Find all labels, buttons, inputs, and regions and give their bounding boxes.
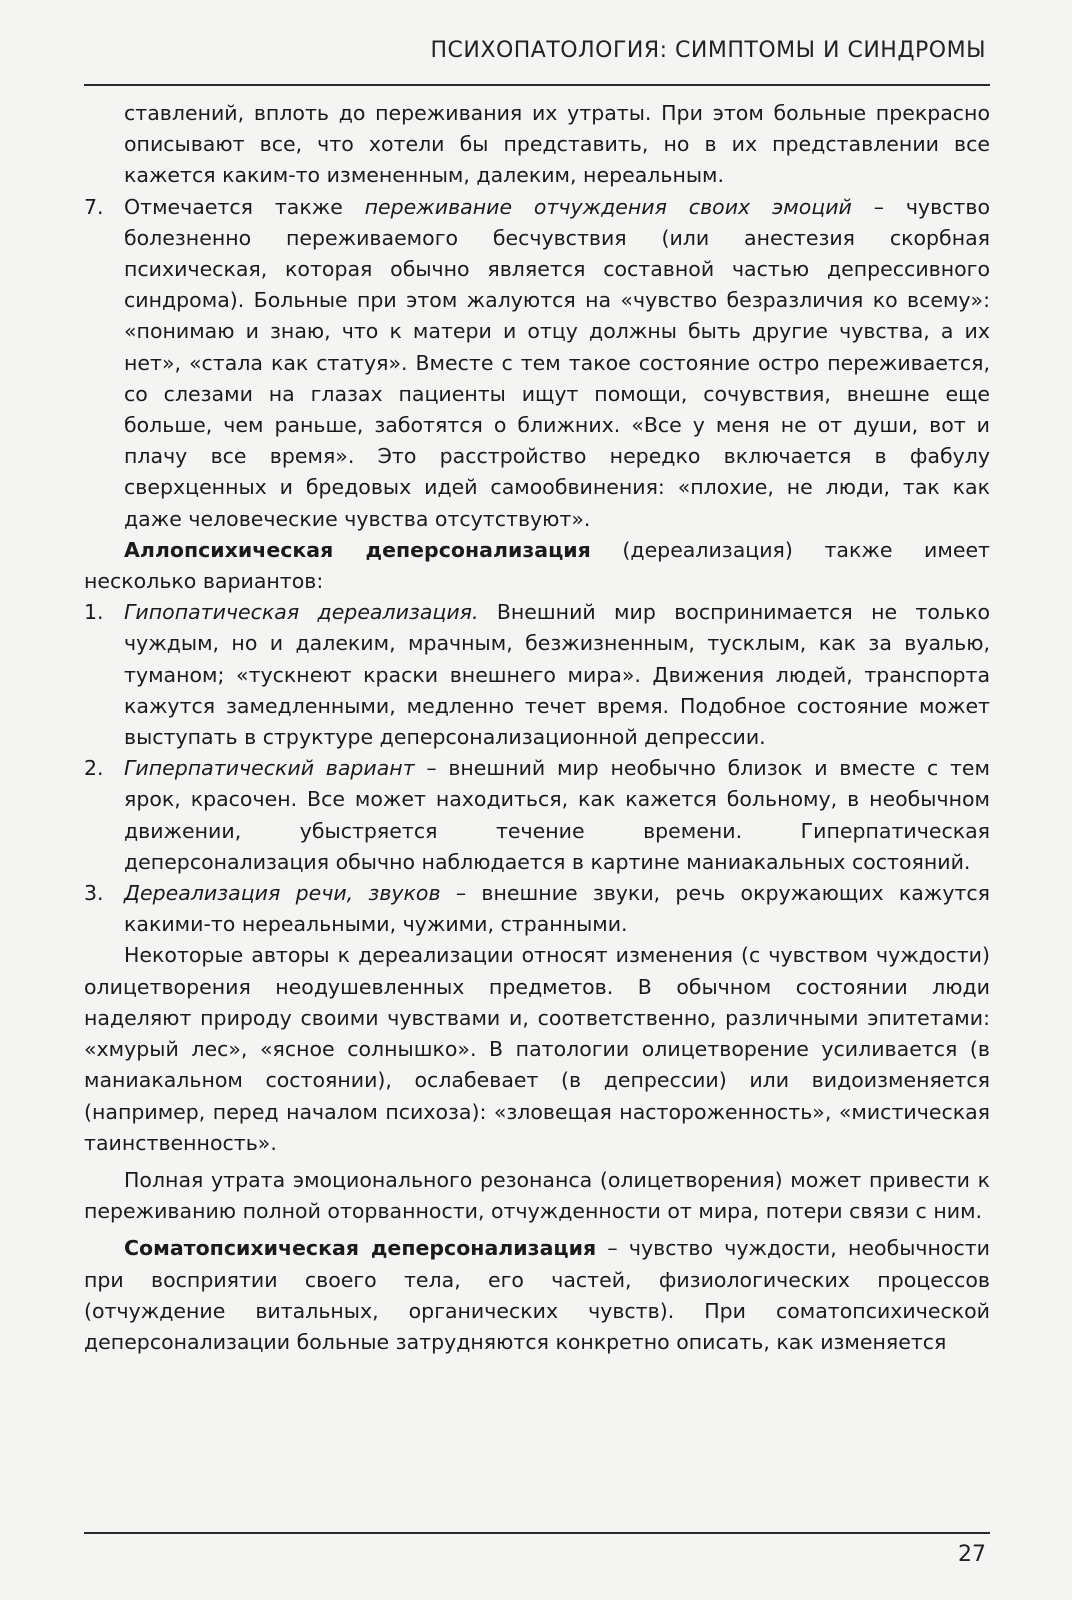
list-item-text: – внешний мир необычно близок и вместе с тем ярок, красочен. Все может находиться, как кажется больному, в необычном движении, убыстряется течение времени. Гиперпатическая деперсонализация обычно наблюдается в картине маниакальных состояний. bbox=[124, 756, 990, 874]
list-item-2 bbox=[84, 753, 990, 878]
item7-text-after: – чувство болезненно переживаемого бесчувствия (или анестезия скорбная психическая, которая обычно является составной частью депрессивного синдрома). Больные при этом жалуются на «чувство безразличия ко всему»: «понимаю и знаю, что к матери и отцу должны быть другие чувства, а их нет», «стала как статуя». Вместе с тем такое состояние остро переживается, со слезами на глазах пациенты ищут помощи, сочувствия, внешне еще больше, чем раньше, заботятся о ближних. «Все у меня не от души, вот и плачу все время». Это расстройство нередко включается в фабулу сверхценных и бредовых идей самообвинения: «плохие, не люди, так как даже человеческие чувства отсутствуют». bbox=[124, 194, 990, 531]
list-number: 3. bbox=[84, 881, 104, 906]
list-item-term: Гиперпатический вариант bbox=[124, 756, 415, 781]
resonance-loss-paragraph: Полная утрата эмоционального резонанса (олицетворения) может привести к переживанию полной оторванности, отчужденности от мира, потери связи с ним. bbox=[84, 1167, 990, 1224]
list-number: 7. bbox=[84, 194, 104, 219]
header-title: ПСИХОПАТОЛОГИЯ: СИМПТОМЫ И СИНДРОМЫ bbox=[430, 38, 986, 63]
allopsychic-text: (дереализация) также имеет несколько вариантов: bbox=[84, 537, 991, 594]
page-number: 27 bbox=[958, 1542, 986, 1567]
list-item-7 bbox=[84, 192, 990, 535]
allopsychic-paragraph bbox=[84, 535, 990, 597]
list-item-term: Дереализация речи, звуков bbox=[124, 881, 441, 906]
page-body bbox=[84, 98, 990, 1358]
authors-paragraph: Некоторые авторы к дереализации относят изменения (с чувством чуждости) олицетворения неодушевленных предметов. В обычном состоянии люди наделяют природу своими чувствами и, соответственно, различными эпитетами: «хмурый лес», «ясное солнышко». В патологии олицетворение усиливается (в маниакальном состоянии), ослабевает (в депрессии) или видоизменяется (например, перед началом психоза): «зловещая настороженность», «мистическая таинственность». bbox=[84, 943, 990, 1155]
list-number: 1. bbox=[84, 600, 104, 625]
list-number: 2. bbox=[84, 756, 104, 781]
list-item-3 bbox=[84, 878, 990, 940]
running-header bbox=[84, 34, 990, 86]
item7-italic-term: переживание отчуждения своих эмоций bbox=[364, 194, 852, 219]
list-item-term: Гипопатическая дереализация. bbox=[124, 600, 479, 625]
somatopsychic-term: Соматопсихическая деперсонализация bbox=[124, 1236, 597, 1261]
item7-text-before: Отмечается также bbox=[124, 194, 365, 219]
list-item-text: – внешние звуки, речь окружающих кажутся какими-то нереальными, чужими, странными. bbox=[124, 881, 991, 937]
allopsychic-term: Аллопсихическая деперсонализация bbox=[124, 537, 591, 562]
list-item-text: Внешний мир воспринимается не только чуждым, но и далеким, мрачным, безжизненным, тусклым, как за вуалью, туманом; «тускнеют краски внешнего мира». Движения людей, транспорта кажутся замедленными, медленно течет время. Подобное состояние может выступать в структуре деперсонализационной депрессии. bbox=[124, 600, 990, 750]
list-item-1 bbox=[84, 597, 990, 753]
footer-rule bbox=[84, 1532, 990, 1534]
continuation-paragraph: ставлений, вплоть до переживания их утраты. При этом больные прекрасно описывают все, что хотели бы представить, но в их представлении все кажется каким-то измененным, далеким, нереальным. bbox=[124, 101, 990, 188]
somatopsychic-text: – чувство чуждости, необычности при восприятии своего тела, его частей, физиологических процессов (отчуждение витальных, органических чувств). При соматопсихической деперсонализации больные затрудняются конкретно описать, как изменяется bbox=[84, 1236, 991, 1354]
somatopsychic-paragraph bbox=[84, 1233, 990, 1358]
